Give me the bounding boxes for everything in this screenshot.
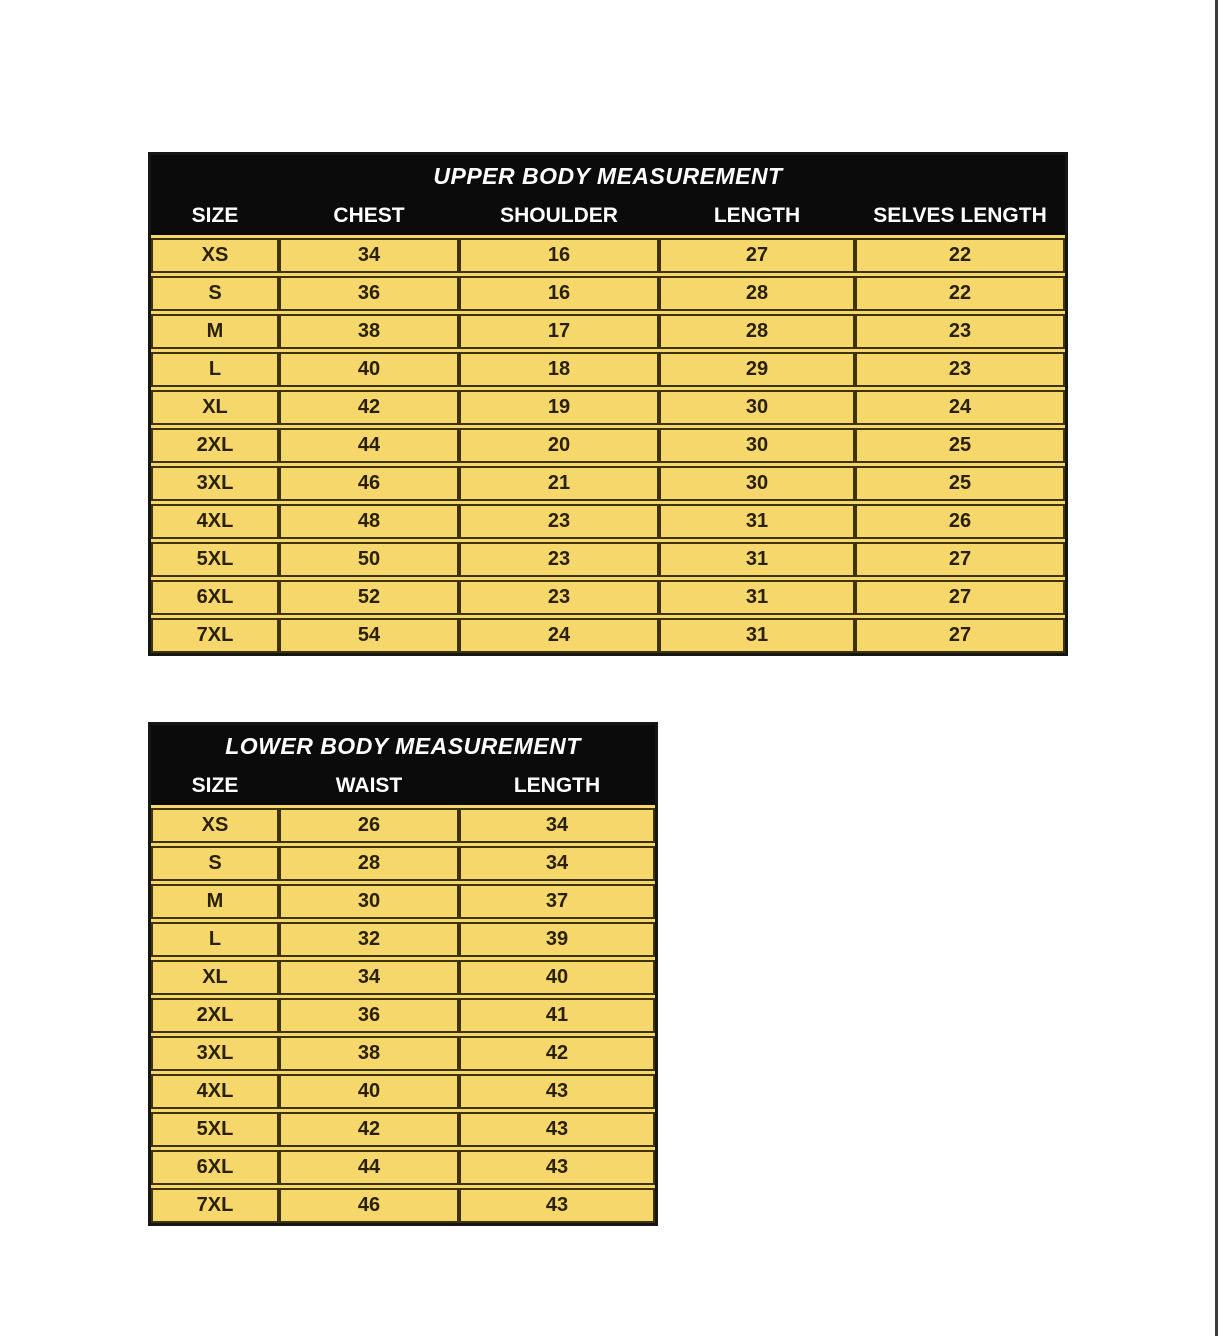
table-row: [151, 276, 1065, 311]
table-cell: XL: [151, 390, 279, 425]
table-cell: 16: [459, 238, 659, 273]
column-header: SIZE: [191, 774, 239, 797]
column-header: LENGTH: [513, 774, 601, 797]
table-cell: 54: [279, 618, 459, 653]
table-cell: 16: [459, 276, 659, 311]
table-cell: 23: [855, 352, 1065, 387]
table-row: [151, 846, 655, 881]
table-cell: 40: [279, 1074, 459, 1109]
table-cell: 2XL: [151, 998, 279, 1033]
table-row: [151, 960, 655, 995]
table-row: [151, 618, 1065, 653]
table-cell: 23: [459, 542, 659, 577]
table-cell: 48: [279, 504, 459, 539]
table-header: [151, 725, 655, 805]
table-cell: 43: [459, 1074, 655, 1109]
table-cell: 24: [459, 618, 659, 653]
table-cell: 43: [459, 1112, 655, 1147]
column-header: CHEST: [333, 204, 405, 227]
table-cell: 29: [659, 352, 855, 387]
table-cell: 44: [279, 1150, 459, 1185]
table-cell: 27: [855, 580, 1065, 615]
table-cell: M: [151, 314, 279, 349]
table-cell: 23: [459, 580, 659, 615]
column-header: LENGTH: [713, 204, 801, 227]
table-cell: 5XL: [151, 542, 279, 577]
table-header: [151, 155, 1065, 235]
table-row: [151, 998, 655, 1033]
table-cell: 22: [855, 238, 1065, 273]
table-cell: XS: [151, 238, 279, 273]
table-cell: L: [151, 922, 279, 957]
table-cell: 44: [279, 428, 459, 463]
table-cell: 22: [855, 276, 1065, 311]
table-row: [151, 542, 1065, 577]
table-cell: 52: [279, 580, 459, 615]
table-cell: 42: [459, 1036, 655, 1071]
table-cell: 40: [279, 352, 459, 387]
table-row: [151, 428, 1065, 463]
column-header: SIZE: [191, 204, 239, 227]
table-cell: XS: [151, 808, 279, 843]
screen-edge-line: [1215, 0, 1218, 1336]
table-cell: 27: [855, 542, 1065, 577]
table-cell: 46: [279, 1188, 459, 1223]
table-cell: 30: [659, 390, 855, 425]
table-cell: 20: [459, 428, 659, 463]
table-cell: 28: [659, 314, 855, 349]
table-cell: 32: [279, 922, 459, 957]
chart-body: [151, 235, 1065, 653]
table-row: [151, 504, 1065, 539]
lower-body-measurement-table: [148, 722, 658, 1226]
table-cell: 38: [279, 1036, 459, 1071]
table-row: [151, 1036, 655, 1071]
table-cell: 50: [279, 542, 459, 577]
table-row: [151, 1150, 655, 1185]
table-row: [151, 580, 1065, 615]
table-cell: 34: [279, 960, 459, 995]
table-cell: 34: [459, 808, 655, 843]
table-cell: S: [151, 276, 279, 311]
table-cell: XL: [151, 960, 279, 995]
table-cell: 2XL: [151, 428, 279, 463]
table-cell: 40: [459, 960, 655, 995]
column-header-row: [151, 767, 655, 805]
table-cell: 6XL: [151, 1150, 279, 1185]
table-cell: 31: [659, 580, 855, 615]
table-cell: M: [151, 884, 279, 919]
table-cell: 46: [279, 466, 459, 501]
table-cell: 41: [459, 998, 655, 1033]
table-cell: 39: [459, 922, 655, 957]
table-row: [151, 884, 655, 919]
table-row: [151, 808, 655, 843]
table-cell: 26: [855, 504, 1065, 539]
table-cell: 23: [459, 504, 659, 539]
table-row: [151, 1188, 655, 1223]
table-row: [151, 238, 1065, 273]
table-row: [151, 466, 1065, 501]
table-row: [151, 922, 655, 957]
table-cell: 19: [459, 390, 659, 425]
table-cell: 30: [279, 884, 459, 919]
table-cell: 17: [459, 314, 659, 349]
table-cell: 5XL: [151, 1112, 279, 1147]
column-header: WAIST: [335, 774, 403, 797]
table-cell: 31: [659, 504, 855, 539]
table-cell: 7XL: [151, 618, 279, 653]
table-cell: 18: [459, 352, 659, 387]
table-cell: S: [151, 846, 279, 881]
table-title: LOWER BODY MEASUREMENT: [225, 732, 581, 759]
chart-body: [151, 805, 655, 1223]
table-cell: 30: [659, 466, 855, 501]
table-row: [151, 1074, 655, 1109]
table-row: [151, 390, 1065, 425]
table-cell: 36: [279, 276, 459, 311]
table-cell: 42: [279, 1112, 459, 1147]
table-cell: 25: [855, 466, 1065, 501]
table-row: [151, 352, 1065, 387]
table-cell: 30: [659, 428, 855, 463]
table-cell: 31: [659, 542, 855, 577]
table-row: [151, 314, 1065, 349]
table-cell: 38: [279, 314, 459, 349]
table-cell: 43: [459, 1150, 655, 1185]
table-cell: 21: [459, 466, 659, 501]
table-cell: 34: [459, 846, 655, 881]
table-cell: 36: [279, 998, 459, 1033]
table-cell: 37: [459, 884, 655, 919]
upper-body-measurement-table: [148, 152, 1068, 656]
table-cell: 27: [659, 238, 855, 273]
table-cell: 4XL: [151, 1074, 279, 1109]
table-cell: 26: [279, 808, 459, 843]
table-cell: 4XL: [151, 504, 279, 539]
column-header-row: [151, 197, 1065, 235]
column-header: SELVES LENGTH: [873, 204, 1047, 227]
table-cell: 42: [279, 390, 459, 425]
table-cell: 6XL: [151, 580, 279, 615]
table-cell: 31: [659, 618, 855, 653]
table-cell: 3XL: [151, 466, 279, 501]
table-cell: 25: [855, 428, 1065, 463]
table-cell: 24: [855, 390, 1065, 425]
table-cell: 43: [459, 1188, 655, 1223]
column-header: SHOULDER: [500, 204, 618, 227]
table-cell: 27: [855, 618, 1065, 653]
table-cell: 28: [279, 846, 459, 881]
table-cell: 7XL: [151, 1188, 279, 1223]
table-cell: 34: [279, 238, 459, 273]
table-cell: 28: [659, 276, 855, 311]
table-cell: 3XL: [151, 1036, 279, 1071]
table-cell: L: [151, 352, 279, 387]
table-row: [151, 1112, 655, 1147]
table-cell: 23: [855, 314, 1065, 349]
table-title: UPPER BODY MEASUREMENT: [433, 162, 783, 189]
